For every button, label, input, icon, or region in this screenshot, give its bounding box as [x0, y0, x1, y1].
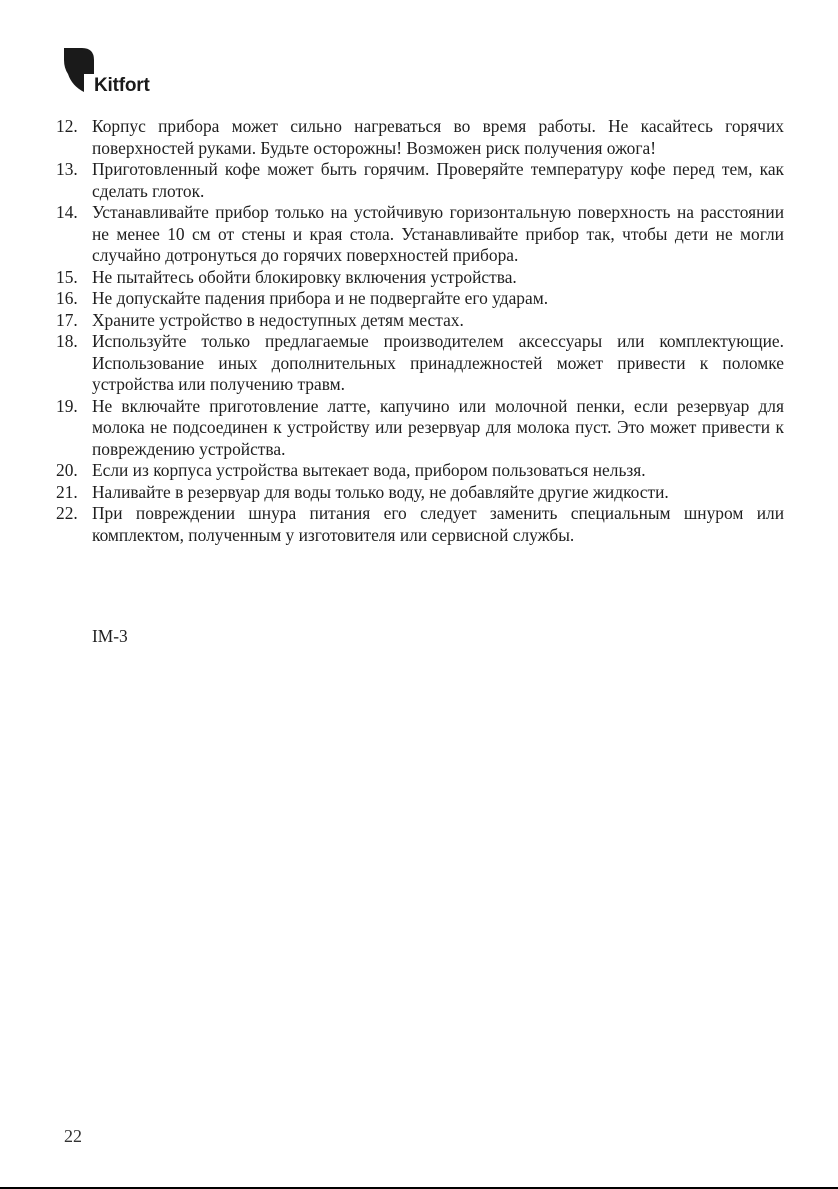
kitfort-logo	[64, 48, 174, 100]
item-text: Храните устройство в недоступных детям местах.	[92, 309, 464, 330]
item-number: 13.	[56, 159, 78, 179]
item-text: Если из корпуса устройства вытекает вода, прибором пользоваться нельзя.	[92, 460, 646, 480]
item-text: Используйте только предлагаемые производителем аксессуары или комплектующие. Использование иных дополнительных принадлежностей может привести к поломке устройства или получению травм.	[92, 331, 784, 394]
kitfort-logo-icon	[64, 48, 94, 92]
list-item	[56, 288, 784, 310]
logo-text: Kitfort	[94, 75, 150, 96]
item-text: Не допускайте падения прибора и не подвергайте его ударам.	[92, 288, 549, 308]
item-text: При повреждении шнура питания его следует заменить специальным шнуром или комплектом, полученным у изготовителя или сервисной службы.	[92, 503, 784, 545]
item-number: 20.	[56, 460, 78, 480]
item-number: 17.	[56, 309, 78, 330]
list-item	[56, 503, 784, 546]
item-text: Корпус прибора может сильно нагреваться во время работы. Не касайтесь горячих поверхностей руками. Будьте осторожны! Возможен риск получения ожога!	[92, 116, 784, 158]
list-item	[56, 159, 784, 202]
page-number: 22	[64, 1126, 82, 1146]
item-text: Приготовленный кофе может быть горячим. Проверяйте температуру кофе перед тем, как сделать глоток.	[92, 159, 784, 201]
list-item	[56, 310, 784, 332]
list-item	[56, 331, 784, 396]
list-item	[56, 116, 784, 159]
list-item	[56, 482, 784, 504]
item-number: 14.	[56, 202, 78, 222]
item-number: 15.	[56, 266, 78, 287]
list-item	[56, 202, 784, 267]
list-item	[56, 267, 784, 289]
list-item	[56, 396, 784, 461]
item-number: 18.	[56, 331, 78, 351]
safety-instructions-list	[56, 116, 784, 546]
item-number: 16.	[56, 288, 78, 308]
item-number: 21.	[56, 481, 78, 502]
item-text: Устанавливайте прибор только на устойчивую горизонтальную поверхность на расстоянии не менее 10 см от стены и края стола. Устанавливайте прибор так, чтобы дети не могли случайно дотронуться до горячих поверхностей прибора.	[92, 202, 784, 265]
list-item	[56, 460, 784, 482]
document-code: IM-3	[92, 626, 128, 646]
item-number: 22.	[56, 503, 78, 523]
item-text: Не пытайтесь обойти блокировку включения устройства.	[92, 266, 517, 287]
item-text: Наливайте в резервуар для воды только воду, не добавляйте другие жидкости.	[92, 481, 669, 502]
item-number: 12.	[56, 116, 78, 136]
item-text: Не включайте приготовление латте, капучино или молочной пенки, если резервуар для молока не подсоединен к устройству или резервуар для молока пуст. Это может привести к повреждению устройства.	[92, 395, 784, 459]
item-number: 19.	[56, 395, 78, 416]
